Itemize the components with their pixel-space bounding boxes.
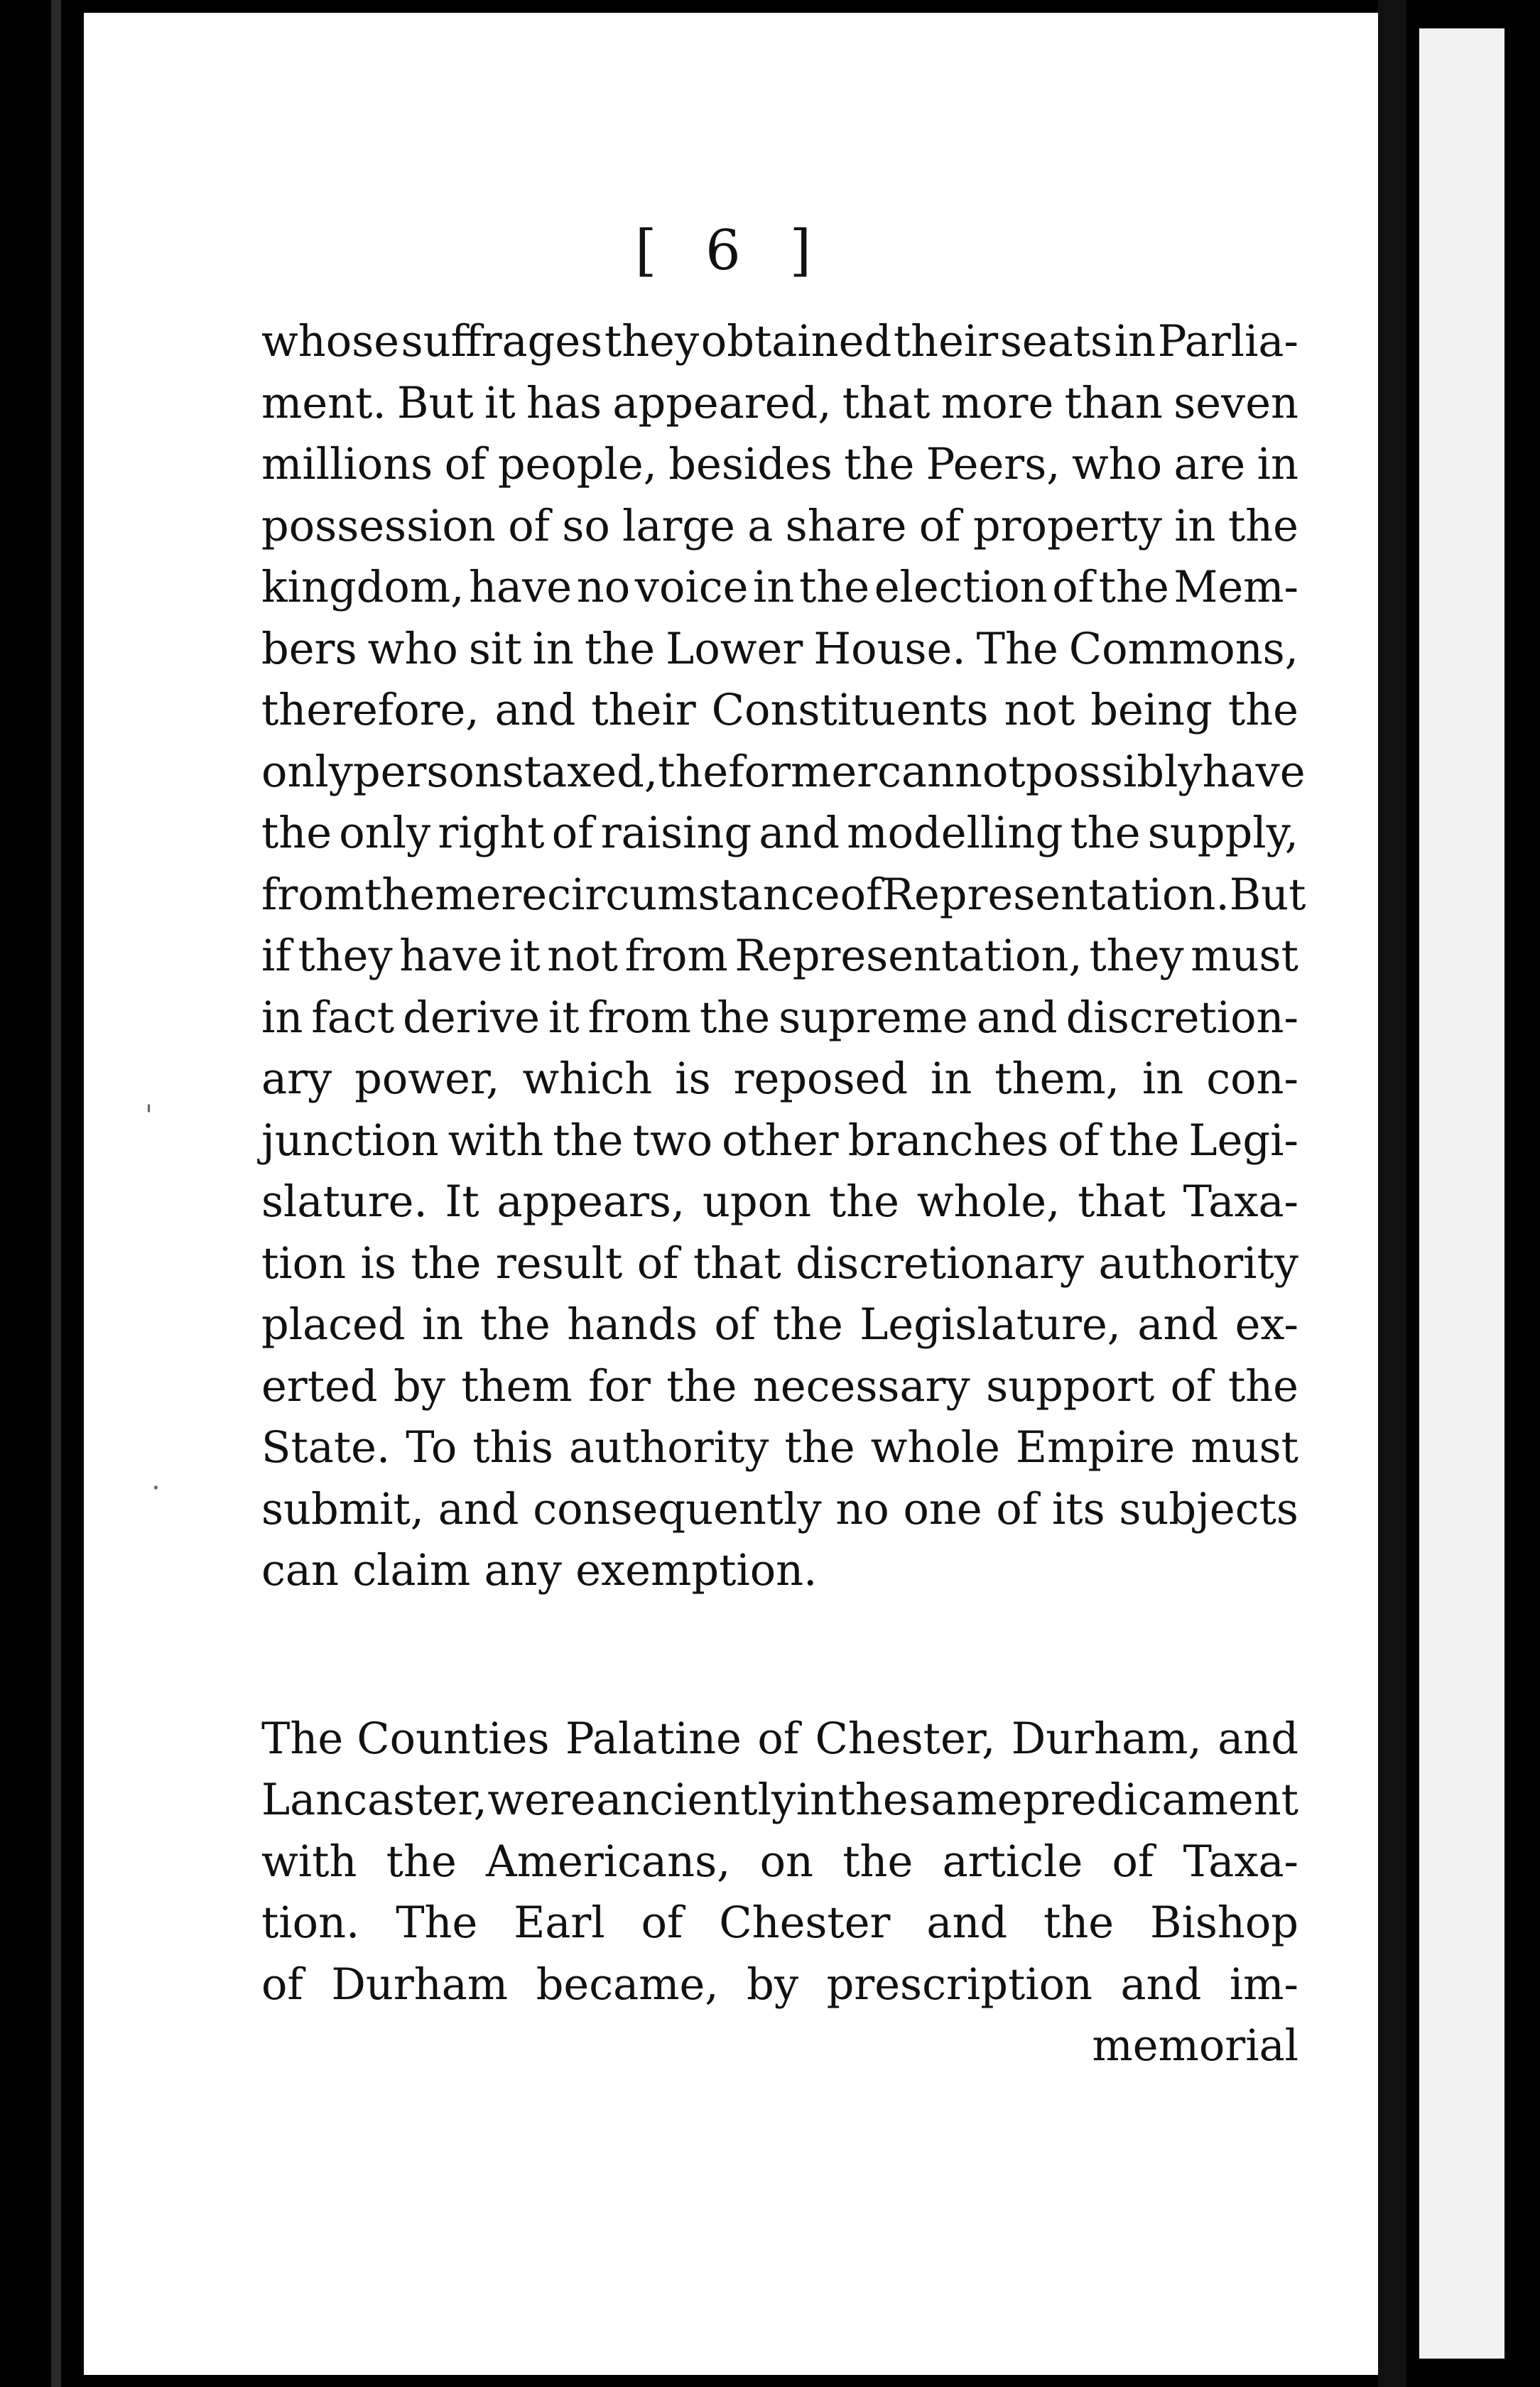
word: it — [509, 931, 541, 981]
word: But — [396, 378, 474, 428]
word: derive — [403, 992, 540, 1043]
word: the — [1227, 501, 1298, 551]
text-line — [261, 1479, 1298, 1541]
word: fact — [311, 992, 395, 1043]
word: of — [551, 808, 594, 858]
paragraph-2 — [261, 1709, 1298, 2016]
word: the — [1043, 1898, 1115, 1948]
word: Durham — [331, 1959, 509, 2010]
text-line — [261, 311, 1298, 373]
word: subjects — [1119, 1484, 1298, 1534]
word: large — [622, 501, 735, 551]
word: they — [1089, 931, 1184, 981]
word: any — [484, 1546, 562, 1596]
word: being — [1090, 686, 1213, 735]
word: it — [548, 992, 580, 1043]
word: article — [942, 1836, 1083, 1887]
word: of — [996, 1484, 1039, 1534]
word: the — [1227, 1361, 1298, 1412]
word: modelling — [847, 808, 1063, 858]
word: same — [909, 1775, 1023, 1825]
word: and — [759, 808, 840, 858]
paragraph-gap — [261, 1602, 1298, 1709]
word: discretionary — [796, 1238, 1085, 1289]
word: whole — [870, 1423, 1000, 1473]
word: consequently — [533, 1484, 822, 1534]
word: the — [479, 1300, 551, 1350]
word: and — [976, 992, 1058, 1043]
word: that — [1078, 1177, 1166, 1227]
word: one — [903, 1484, 982, 1534]
word: supply, — [1147, 808, 1298, 858]
word: discretion- — [1065, 992, 1298, 1043]
text-line — [261, 1540, 1298, 1602]
word: authority — [568, 1423, 769, 1473]
word: The — [396, 1898, 478, 1948]
word: State. — [261, 1423, 391, 1473]
word: branches — [847, 1115, 1049, 1166]
text-line — [261, 1294, 1298, 1356]
text-line — [261, 803, 1298, 865]
word: became, — [536, 1959, 719, 2010]
word: them — [461, 1361, 573, 1412]
book-page — [84, 13, 1378, 2375]
word: therefore, — [261, 686, 479, 735]
word: no — [835, 1484, 889, 1534]
word: Peers, — [926, 440, 1061, 489]
word: the — [666, 1361, 737, 1412]
word: election — [874, 563, 1048, 612]
ink-speck: ' — [145, 1100, 153, 1132]
word: claim — [352, 1546, 471, 1596]
text-line — [261, 1954, 1298, 2016]
word: must — [1191, 931, 1298, 981]
text-line — [261, 434, 1298, 496]
text-line — [261, 1709, 1298, 1770]
word: besides — [668, 440, 833, 489]
word: only — [339, 808, 431, 858]
word: the — [364, 870, 435, 920]
word: Lower — [666, 624, 803, 674]
word: the — [1070, 808, 1141, 858]
word: con- — [1206, 1054, 1298, 1104]
word: they — [604, 317, 700, 367]
word: their — [893, 317, 999, 367]
text-line — [261, 987, 1298, 1049]
word: can — [261, 1546, 339, 1596]
word: the — [1109, 1115, 1180, 1166]
word: Durham, — [1011, 1714, 1202, 1764]
word: support — [986, 1361, 1155, 1412]
word: and — [1137, 1300, 1219, 1350]
ink-speck: . — [151, 1463, 161, 1496]
word: other — [722, 1115, 839, 1166]
adjacent-page-strip — [1378, 0, 1540, 2387]
word: im- — [1229, 1959, 1298, 2010]
word: Mem- — [1173, 563, 1298, 612]
word: its — [1051, 1484, 1105, 1534]
body-text — [261, 311, 1306, 2077]
word: and — [926, 1898, 1008, 1948]
word: their — [591, 686, 696, 735]
page-number: [ 6 ] — [634, 219, 828, 283]
word: of — [757, 1714, 800, 1764]
word: of — [261, 1959, 303, 2010]
word: from — [624, 931, 728, 981]
word: Representation, — [734, 931, 1083, 981]
word: the — [828, 1177, 899, 1227]
paragraph-1 — [261, 311, 1306, 1602]
word: in — [532, 624, 574, 674]
word: the — [658, 747, 729, 797]
word: Representation. — [882, 870, 1230, 920]
word: with — [261, 1836, 357, 1887]
word: the — [798, 563, 870, 612]
text-line — [261, 865, 1306, 926]
left-binding-edge — [0, 0, 84, 2387]
word: of — [636, 1238, 679, 1289]
word: for — [588, 1361, 651, 1412]
word: appears, — [497, 1177, 685, 1227]
word: cannot — [877, 747, 1026, 797]
word: only — [261, 747, 353, 797]
word: Americans, — [486, 1836, 731, 1887]
word: power, — [354, 1054, 500, 1104]
word: the — [699, 992, 771, 1043]
word: of — [1058, 1115, 1100, 1166]
word: of — [641, 1898, 683, 1948]
word: prescription — [826, 1959, 1092, 2010]
word: not — [547, 931, 618, 981]
word: authority — [1098, 1238, 1298, 1289]
word: in — [931, 1054, 972, 1104]
catchword-line — [261, 2015, 1298, 2077]
word: But — [1229, 870, 1306, 920]
word: House. — [813, 624, 966, 674]
word: share — [785, 501, 907, 551]
word: and — [494, 686, 576, 735]
word: in — [753, 563, 795, 612]
word: more — [940, 378, 1054, 428]
word: of — [444, 440, 487, 489]
word: is — [675, 1054, 711, 1104]
word: seven — [1173, 378, 1298, 428]
text-line — [261, 1356, 1298, 1418]
word: Palatine — [565, 1714, 742, 1764]
word: the — [1227, 686, 1298, 735]
word: supreme — [779, 992, 968, 1043]
word: and — [1120, 1959, 1202, 2010]
word: Taxa- — [1183, 1177, 1298, 1227]
word: Earl — [514, 1898, 605, 1948]
word: Lancaster, — [261, 1775, 487, 1825]
word: sit — [468, 624, 522, 674]
word: possession — [261, 501, 496, 551]
word: taxed, — [524, 747, 658, 797]
text-line — [261, 926, 1298, 987]
next-page-edge — [1419, 28, 1504, 2359]
word: appeared, — [612, 378, 832, 428]
word: voice — [634, 563, 749, 612]
word: persons — [352, 747, 524, 797]
word: circumstance — [547, 870, 840, 920]
word: It — [445, 1177, 479, 1227]
word: bers — [261, 624, 357, 674]
word: and — [438, 1484, 519, 1534]
word: in — [422, 1300, 464, 1350]
word: in — [1114, 317, 1156, 367]
text-line — [261, 1171, 1298, 1233]
word: have — [399, 931, 503, 981]
word: mere — [435, 870, 548, 920]
word: whole, — [916, 1177, 1061, 1227]
word: anciently — [596, 1775, 796, 1825]
text-line — [261, 1233, 1298, 1295]
word: have — [469, 563, 573, 612]
word: whose — [261, 317, 400, 367]
word: seats — [999, 317, 1113, 367]
word: the — [585, 624, 656, 674]
word: kingdom, — [261, 563, 465, 612]
text-line — [261, 496, 1298, 558]
word: Parlia- — [1157, 317, 1298, 367]
word: in — [1174, 501, 1216, 551]
word: which — [522, 1054, 653, 1104]
word: The Counties — [261, 1714, 550, 1764]
text-line — [261, 1831, 1298, 1893]
word: with — [448, 1115, 544, 1166]
word: Legislature, — [860, 1300, 1121, 1350]
word: in — [261, 992, 303, 1043]
word: it — [484, 378, 516, 428]
word: predicament — [1023, 1775, 1298, 1825]
word: the — [261, 808, 332, 858]
word: from — [587, 992, 691, 1043]
word: result — [495, 1238, 623, 1289]
word: slature. — [261, 1177, 428, 1227]
word: reposed — [733, 1054, 909, 1104]
word: the — [784, 1423, 855, 1473]
word: of — [1052, 563, 1095, 612]
word: the — [837, 1775, 909, 1825]
word: who — [367, 624, 458, 674]
word: not — [1004, 686, 1075, 735]
word: Constituents — [711, 686, 989, 735]
word: necessary — [752, 1361, 970, 1412]
word: who — [1071, 440, 1163, 489]
text-line — [261, 742, 1306, 803]
word: from — [261, 870, 365, 920]
word: ex- — [1235, 1300, 1298, 1350]
word: Chester, — [815, 1714, 996, 1764]
word: placed — [261, 1300, 406, 1350]
word: no — [576, 563, 631, 612]
word: in — [796, 1775, 838, 1825]
word: them, — [994, 1054, 1119, 1104]
word: this — [472, 1423, 553, 1473]
word: that — [842, 378, 931, 428]
word: if — [261, 931, 291, 981]
word: the — [386, 1836, 457, 1887]
word: junction — [261, 1115, 439, 1166]
text-line — [261, 1770, 1298, 1831]
text-line — [261, 680, 1298, 742]
text-line — [261, 1049, 1298, 1110]
word: Legi- — [1188, 1115, 1298, 1166]
text-line — [261, 619, 1298, 681]
word: of — [918, 501, 961, 551]
text-line — [261, 1417, 1298, 1479]
word: hands — [567, 1300, 698, 1350]
word: former — [728, 747, 878, 797]
word: so — [562, 501, 610, 551]
word: property — [972, 501, 1162, 551]
word: in — [1142, 1054, 1184, 1104]
word: has — [526, 378, 602, 428]
text-line — [261, 373, 1298, 435]
word: Chester — [719, 1898, 891, 1948]
word: that — [693, 1238, 781, 1289]
text-line — [261, 1893, 1298, 1954]
word: the — [1098, 563, 1169, 612]
word: of — [1170, 1361, 1213, 1412]
word: tion — [261, 1238, 347, 1289]
word: must — [1191, 1423, 1298, 1473]
word: ary — [261, 1054, 332, 1104]
word: Commons, — [1068, 624, 1298, 674]
word: millions — [261, 440, 433, 489]
word: erted — [261, 1361, 378, 1412]
word: of — [840, 870, 882, 920]
text-line — [261, 1110, 1298, 1172]
word: ment. — [261, 378, 386, 428]
word: two — [632, 1115, 713, 1166]
text-line — [261, 557, 1298, 619]
word: than — [1064, 378, 1163, 428]
word: by — [394, 1361, 445, 1412]
word: Taxa- — [1183, 1836, 1298, 1887]
word: Bishop — [1150, 1898, 1298, 1948]
word: upon — [702, 1177, 812, 1227]
word: the — [844, 440, 915, 489]
word: obtained — [700, 317, 892, 367]
word: on — [759, 1836, 813, 1887]
word: have — [1202, 747, 1306, 797]
word: the — [772, 1300, 843, 1350]
word: they — [298, 931, 393, 981]
word: the — [842, 1836, 913, 1887]
word: a — [747, 501, 774, 551]
word: people, — [497, 440, 657, 489]
word: in — [1257, 440, 1298, 489]
word: right — [438, 808, 545, 858]
word: of — [1112, 1836, 1154, 1887]
word: is — [360, 1238, 396, 1289]
word: suffrages — [401, 317, 603, 367]
word: the — [411, 1238, 482, 1289]
word: raising — [600, 808, 752, 858]
word: possibly — [1025, 747, 1203, 797]
word: The — [976, 624, 1058, 674]
word: submit, — [261, 1484, 425, 1534]
word: the — [553, 1115, 624, 1166]
word: tion. — [261, 1898, 360, 1948]
word: Empire — [1015, 1423, 1176, 1473]
word: of — [508, 501, 551, 551]
word: exemption. — [575, 1546, 818, 1596]
page-gutter — [1378, 0, 1406, 2387]
catchword: memorial — [1092, 2021, 1298, 2071]
word: of — [714, 1300, 757, 1350]
word: were — [487, 1775, 596, 1825]
word: To — [406, 1423, 457, 1473]
word: by — [747, 1959, 799, 2010]
word: are — [1173, 440, 1246, 489]
word: and — [1218, 1714, 1298, 1764]
